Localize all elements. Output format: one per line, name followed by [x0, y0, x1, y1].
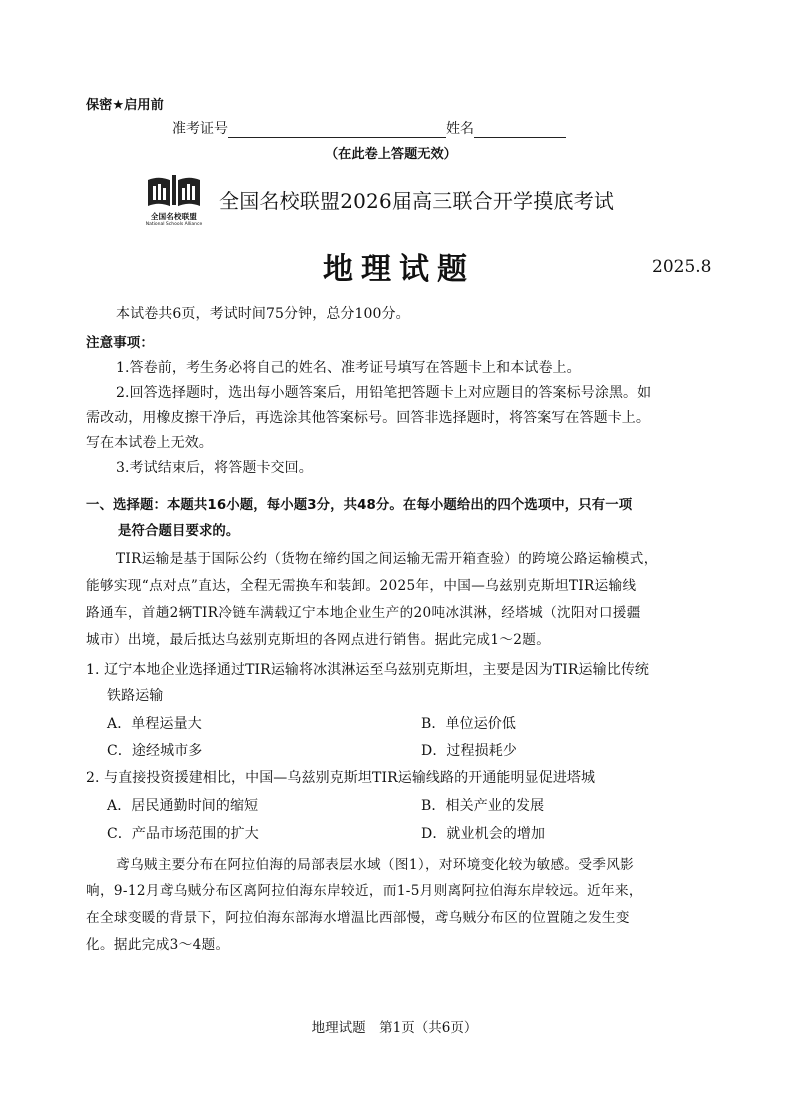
answer-note: （在此卷上答题无效） [325, 147, 457, 162]
notice-heading: 注意事项： [86, 335, 154, 351]
notice-item-1: 1.答卷前，考生务必将自己的姓名、准考证号填写在答题卡上和本试卷上。 [116, 360, 581, 376]
ticket-number-label: 准考证号 [172, 121, 228, 137]
notice-item-3: 3.考试结束后，将答题卡交回。 [116, 460, 313, 476]
notice-item-2-end: 写在本试卷上无效。 [86, 435, 213, 451]
passage1-line-1: TIR运输是基于国际公约（货物在缔约国之间运输无需开箱查验）的跨境公路运输模式， [116, 551, 658, 567]
q2-stem: 2. 与直接投资援建相比，中国—乌兹别克斯坦TIR运输线路的开通能明显促进塔城 [86, 770, 596, 786]
book-logo-icon [144, 168, 204, 212]
q1-option-c: C．途经城市多 [107, 743, 203, 759]
notice-item-2-cont: 需改动，用橡皮擦干净后，再选涂其他答案标号。回答非选择题时，将答案写在答题卡上。 [86, 410, 650, 426]
q1-stem-cont: 铁路运输 [107, 688, 164, 704]
exam-title: 全国名校联盟2026届高三联合开学摸底考试 [219, 189, 615, 213]
q2-option-a: A．居民通勤时间的缩短 [107, 798, 259, 814]
passage1-line-3: 路通车，首趟2辆TIR冷链车满载辽宁本地企业生产的20吨冰淇淋，经塔城（沈阳对口援疆 [86, 605, 641, 621]
exam-date: 2025.8 [652, 257, 712, 277]
intro-text: 本试卷共6页，考试时间75分钟，总分100分。 [116, 306, 410, 322]
passage1-line-4: 城市）出境，最后抵达乌兹别克斯坦的各网点进行销售。据此完成1～2题。 [86, 632, 551, 648]
q1-option-a: A．单程运量大 [107, 716, 202, 732]
q1-option-d: D．过程损耗少 [421, 743, 517, 759]
q2-option-c: C．产品市场范围的扩大 [107, 826, 259, 842]
passage2-line-3: 在全球变暖的背景下，阿拉伯海东部海水增温比西部慢，鸢乌贼分布区的位置随之发生变 [86, 910, 630, 926]
logo-en-text: National Schools Alliance [145, 222, 203, 227]
name-blank [474, 123, 566, 138]
ticket-number-blank [228, 123, 446, 138]
passage2-line-4: 化。据此完成3～4题。 [86, 937, 230, 953]
subject-title: 地理试题 [323, 252, 475, 287]
section-heading-cont: 是符合题目要求的。 [118, 524, 240, 539]
section-heading: 一、选择题：本题共16小题，每小题3分，共48分。在每小题给出的四个选项中，只有一项 [86, 498, 633, 513]
passage2-line-2: 响，9-12月鸢乌贼分布区离阿拉伯海东岸较近，而1-5月则离阿拉伯海东岸较远。近年来， [86, 883, 643, 899]
passage1-line-2: 能够实现“点对点”直达，全程无需换车和装卸。2025年，中国—乌兹别克斯坦TIR运输线 [86, 578, 637, 594]
q1-stem: 1. 辽宁本地企业选择通过TIR运输将冰淇淋运至乌兹别克斯坦，主要是因为TIR运输比传统 [86, 662, 650, 678]
page-footer: 地理试题 第1页（共6页） [311, 1020, 478, 1036]
passage2-line-1: 鸢乌贼主要分布在阿拉伯海的局部表层水域（图1），对环境变化较为敏感。受季风影 [116, 857, 635, 873]
q1-option-b: B．单位运价低 [421, 716, 516, 732]
logo-cn-text: 全国名校联盟 [150, 212, 198, 221]
notice-item-2: 2.回答选择题时，选出每小题答案后，用铅笔把答题卡上对应题目的答案标号涂黑。如 [116, 385, 652, 401]
q2-option-d: D．就业机会的增加 [421, 826, 546, 842]
confidential-label: 保密★启用前 [86, 98, 164, 113]
alliance-logo [144, 168, 204, 230]
q2-option-b: B．相关产业的发展 [421, 798, 545, 814]
name-label: 姓名 [446, 121, 474, 137]
ticket-number-row [172, 118, 566, 138]
